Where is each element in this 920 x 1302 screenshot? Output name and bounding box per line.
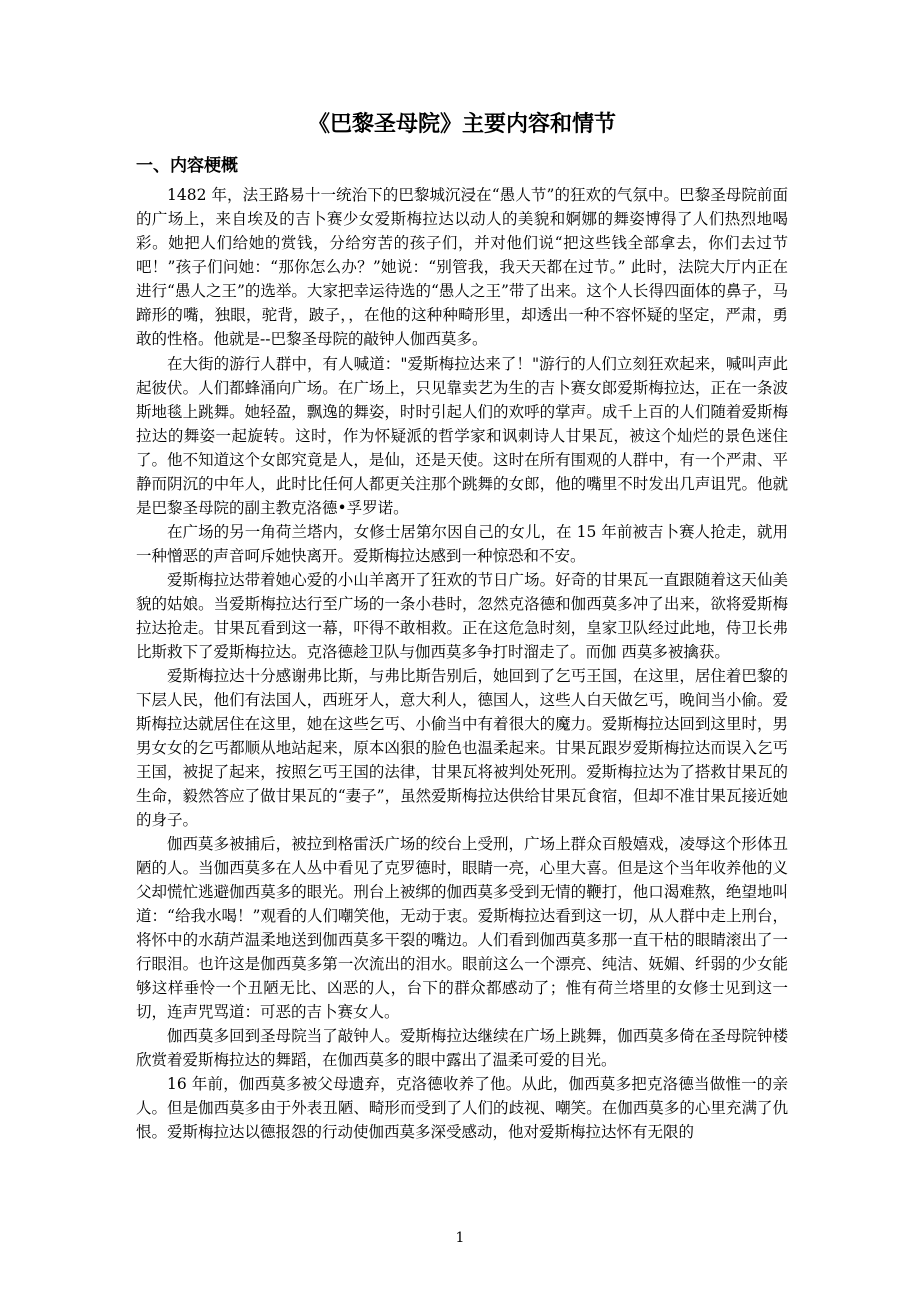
document-title: 《巴黎圣母院》主要内容和情节 xyxy=(307,111,616,137)
paragraph: 爱斯梅拉达带着她心爱的小山羊离开了狂欢的节日广场。好奇的甘果瓦一直跟随着这天仙美貌的姑娘。当爱斯梅拉达行至广场的一条小巷时，忽然克洛德和伽西莫多冲了出来，欲将爱斯梅拉达抢走。甘果瓦看到这一幕，吓得不敢相救。正在这危急时刻，皇家卫队经过此地，侍卫长弗比斯救下了爱斯梅拉达。克洛德趁卫队与伽西莫多争打时溜走了。而伽 西莫多被擒获。 xyxy=(136,570,788,661)
paragraph: 1482 年，法王路易十一统治下的巴黎城沉浸在“愚人节”的狂欢的气氛中。巴黎圣母院前面的广场上，来自埃及的吉卜赛少女爱斯梅拉达以动人的美貌和婀娜的舞姿博得了人们热烈地喝彩。她把人们给她的赏钱，分给穷苦的孩子们，并对他们说“把这些钱全部拿去，你们去过节吧！”孩子们问她：“那你怎么办？”她说：“别管我，我天天都在过节。” 此时，法院大厅内正在进行“愚人之王”的选举。大家把幸运待选的“愚人之王”带了出来。这个人长得四面体的鼻子，马蹄形的嘴，独眼，驼背，跛子，，在他的这种种畸形里，却透出一种不容怀疑的坚定，严肃，勇敢的性格。他就是--巴黎圣母院的敲钟人伽西莫多。 xyxy=(136,186,788,349)
document-content xyxy=(136,110,788,1144)
paragraph: 在广场的另一角荷兰塔内，女修士居第尔因自己的女儿，在 15 年前被吉卜赛人抢走，就用一种憎恶的声音呵斥她快离开。爱斯梅拉达感到一种惊恐和不安。 xyxy=(136,522,788,565)
section-heading: 一、内容梗概 xyxy=(136,155,238,176)
page-number: 1 xyxy=(455,1230,465,1246)
paragraph: 在大街的游行人群中，有人喊道："爱斯梅拉达来了！"游行的人们立刻狂欢起来，喊叫声此起彼伏。人们都蜂涌向广场。在广场上，只见靠卖艺为生的吉卜赛女郎爱斯梅拉达，正在一条波斯地毯上跳舞。她轻盈，飘逸的舞姿，时时引起人们的欢呼的掌声。成千上百的人们随着爱斯梅拉达的舞姿一起旋转。这时，作为怀疑派的哲学家和讽刺诗人甘果瓦，被这个灿烂的景色迷住了。他不知道这个女郎究竟是人，是仙，还是天使。这时在所有围观的人群中，有一个严肃、平静而阴沉的中年人，此时比任何人都更关注那个跳舞的女郎，他的嘴里不时发出几声诅咒。他就是巴黎圣母院的副主教克洛德•孚罗诺。 xyxy=(136,354,788,517)
paragraph: 伽西莫多被捕后，被拉到格雷沃广场的绞台上受刑，广场上群众百般嬉戏，凌辱这个形体丑陋的人。当伽西莫多在人丛中看见了克罗德时，眼睛一亮，心里大喜。但是这个当年收养他的义父却慌忙逃避伽西莫多的眼光。刑台上被绑的伽西莫多受到无情的鞭打，他口渴难熬，绝望地叫道：“给我水喝！”观看的人们嘲笑他，无动于衷。爱斯梅拉达看到这一切，从人群中走上刑台，将怀中的水葫芦温柔地送到伽西莫多干裂的嘴边。人们看到伽西莫多那一直干枯的眼睛滚出了一行眼泪。也许这是伽西莫多第一次流出的泪水。眼前这么一个漂亮、纯洁、妩媚、纤弱的少女能够这样垂怜一个丑陋无比、凶恶的人，台下的群众都感动了；惟有荷兰塔里的女修士见到这一切，连声咒骂道：可恶的吉卜赛女人。 xyxy=(136,834,788,1021)
paragraph: 伽西莫多回到圣母院当了敲钟人。爱斯梅拉达继续在广场上跳舞，伽西莫多倚在圣母院钟楼欣赏着爱斯梅拉达的舞蹈，在伽西莫多的眼中露出了温柔可爱的目光。 xyxy=(136,1026,788,1069)
paragraph: 爱斯梅拉达十分感谢弗比斯，与弗比斯告别后，她回到了乞丐王国，在这里，居住着巴黎的下层人民，他们有法国人，西班牙人，意大利人，德国人，这些人白天做乞丐，晚间当小偷。爱斯梅拉达就居住在这里，她在这些乞丐、小偷当中有着很大的魔力。爱斯梅拉达回到这里时，男男女女的乞丐都顺从地站起来，原本凶狠的脸色也温柔起来。甘果瓦跟岁爱斯梅拉达而误入乞丐王国，被捉了起来，按照乞丐王国的法律，甘果瓦将被判处死刑。爱斯梅拉达为了搭救甘果瓦的生命，毅然答应了做甘果瓦的“妻子”，虽然爱斯梅拉达供给甘果瓦食宿，但却不准甘果瓦接近她的身子。 xyxy=(136,666,788,829)
paragraph: 16 年前，伽西莫多被父母遗弃，克洛德收养了他。从此，伽西莫多把克洛德当做惟一的亲人。但是伽西莫多由于外表丑陋、畸形而受到了人们的歧视、嘲笑。在伽西莫多的心里充满了仇恨。爱斯梅拉达以德报怨的行动使伽西莫多深受感动，他对爱斯梅拉达怀有无限的 xyxy=(136,1074,788,1141)
